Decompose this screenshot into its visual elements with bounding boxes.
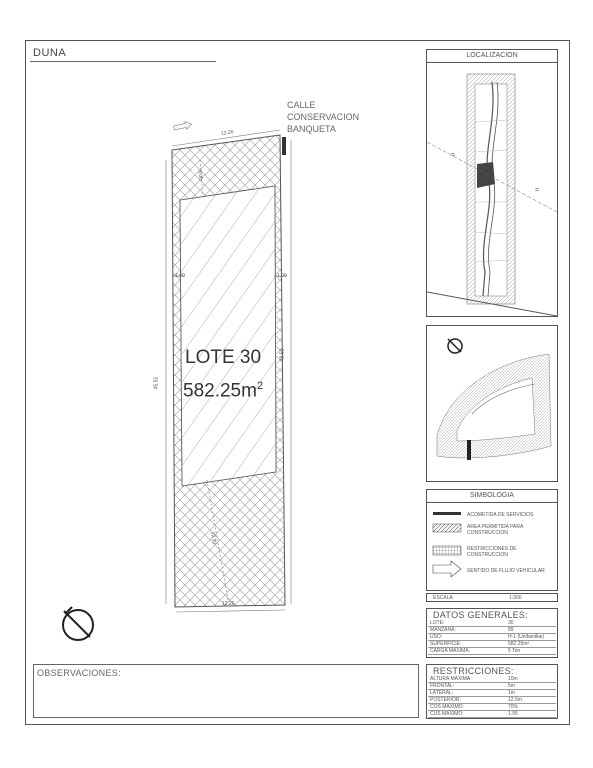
location-map	[427, 62, 557, 316]
scale-row	[426, 593, 558, 602]
site-plan	[427, 326, 557, 481]
legend-allowed-swatch	[433, 524, 461, 532]
dim-setback-top: 5.00	[196, 169, 204, 181]
datos-row: USO: H-1 (Unifamiliar)	[428, 634, 556, 641]
restriccion-row: COS MAXIMO: 70%	[428, 704, 556, 711]
observaciones-box	[33, 664, 419, 718]
dim-side-left: 1.00	[175, 273, 185, 279]
service-connection	[282, 137, 286, 155]
simbologia-panel	[426, 489, 558, 591]
simbologia-title: SIMBOLOGIA	[470, 492, 514, 499]
dim-top: 12.26	[220, 129, 234, 137]
scale-value: 1:300	[509, 595, 522, 601]
datos-row: SUPERFICIE: 582.25m²	[428, 641, 556, 648]
restriccion-row: LATERAL: 1m	[428, 690, 556, 697]
localizacion-panel	[426, 49, 558, 317]
svg-text:=: =	[535, 187, 540, 194]
observaciones-label: OBSERVACIONES:	[37, 668, 121, 678]
restriccion-row: FRONTAL: 5m	[428, 683, 556, 690]
datos-row: CARGA MAXIMA: 5 Ton	[428, 648, 556, 655]
svg-text:=: =	[451, 152, 456, 159]
lot-area: $582.25m^2$	[183, 380, 264, 402]
datos-row: MANZANA: 89	[428, 627, 556, 634]
restriccion-row: POSTERIOR: 12.5m	[428, 697, 556, 704]
dim-left: 45.51	[153, 376, 160, 390]
drawing-title: DUNA	[33, 47, 67, 59]
legend-service-label: ACOMETIDA DE SERVICIOS	[467, 512, 534, 518]
legend-allowed-label: AREA PERMITIDA PARA CONSTRUCCION	[467, 524, 524, 536]
legend-service-swatch	[433, 512, 461, 515]
legend-restriction-swatch	[433, 546, 461, 555]
lot-name: LOTE 30	[185, 347, 262, 368]
legend-flow-label: SENTIDO DE FLUJO VEHICULAR	[467, 568, 545, 574]
flow-arrow	[173, 120, 192, 132]
dim-bottom: 12.26	[222, 601, 235, 607]
restriccion-row: CUS MAXIMO: 1.95	[428, 711, 556, 718]
restriccion-row: ALTURA MAXIMA: 10m	[428, 676, 556, 683]
restricciones-title: RESTRICCIONES:	[433, 666, 514, 676]
localizacion-title: LOCALIZACION	[466, 52, 518, 59]
scale-label: ESCALA	[433, 595, 453, 601]
dim-right: 48.52	[279, 348, 286, 362]
dim-side-right: 1.00	[277, 273, 287, 279]
street-label: CALLE CONSERVACION BANQUETA	[287, 100, 360, 134]
north-arrow-icon	[63, 607, 93, 640]
site-plan-panel	[426, 325, 558, 482]
dim-setback-bottom: 12.30	[209, 531, 218, 545]
legend-flow-arrow	[433, 561, 461, 577]
datos-row: LOTE: 30	[428, 620, 556, 627]
legend-restriction-label: RESTRICCIONES DE CONSTRUCCION	[467, 546, 517, 558]
datos-generales-title: DATOS GENERALES:	[433, 610, 528, 620]
